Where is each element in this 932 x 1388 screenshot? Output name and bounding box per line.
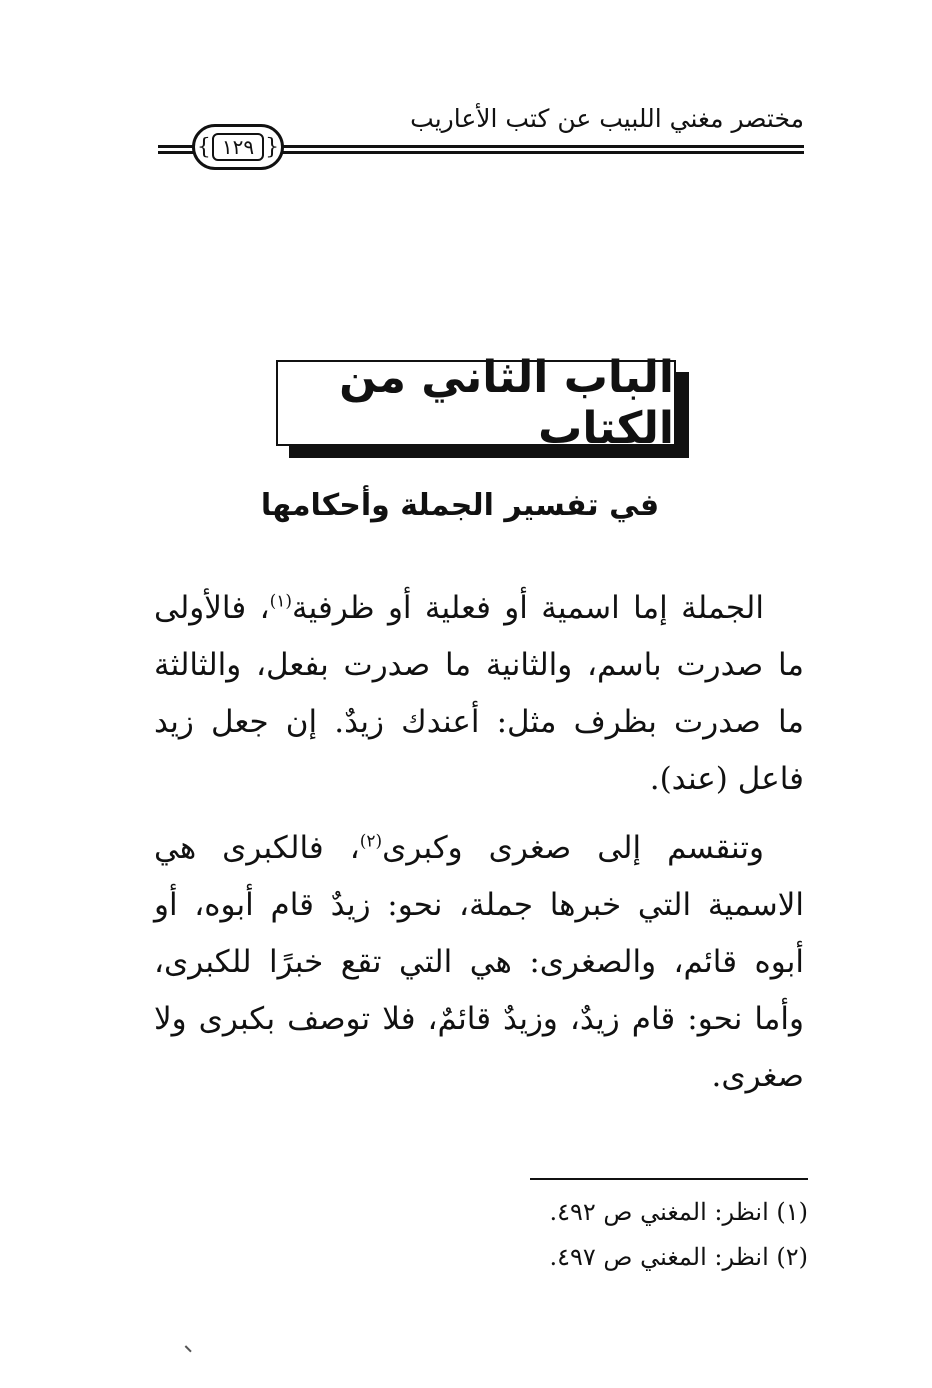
footnote-ref: (١): [269, 591, 292, 612]
paragraph-text: الجملة إما اسمية أو فعلية أو ظرفية: [292, 590, 764, 626]
footnote-ref: (٢): [359, 831, 383, 852]
page-number-badge: [192, 124, 284, 170]
brace-left-icon: }: [196, 134, 211, 160]
header-double-rule-left: [158, 145, 194, 154]
chapter-title: الباب الثاني من الكتاب: [276, 360, 676, 446]
header-double-rule: [283, 145, 804, 154]
page-number: ١٢٩: [212, 133, 264, 161]
body-paragraph: [154, 820, 804, 1105]
footnote: (٢) انظر: المغني ص ٤٩٧.: [549, 1243, 808, 1271]
paragraph-text: ، فالأولى ما صدرت باسم، والثانية ما صدرت بفعل، والثالثة ما صدرت بظرف مثل: أعندك زيدٌ. إن جعل زيد فاعل (عند).: [154, 590, 804, 797]
chapter-subtitle: في تفسير الجملة وأحكامها: [260, 488, 660, 523]
scan-mark: [185, 1340, 198, 1353]
footnote-separator: [530, 1178, 808, 1180]
body-paragraph: [154, 580, 804, 808]
paragraph-text: ، فالكبرى هي الاسمية التي خبرها جملة، نحو: زيدٌ قام أبوه، أو أبوه قائم، والصغرى: هي التي تقع خبرًا للكبرى، وأما نحو: قام زيدٌ، وزيدٌ قائمٌ، فلا توصف بكبرى ولا صغرى.: [154, 830, 804, 1094]
paragraph-text: وتنقسم إلى صغرى وكبرى: [382, 830, 765, 866]
running-header-title: مختصر مغني اللبيب عن كتب الأعاريب: [410, 104, 804, 133]
footnote: (١) انظر: المغني ص ٤٩٢.: [549, 1198, 808, 1226]
brace-right-icon: {: [265, 134, 280, 160]
